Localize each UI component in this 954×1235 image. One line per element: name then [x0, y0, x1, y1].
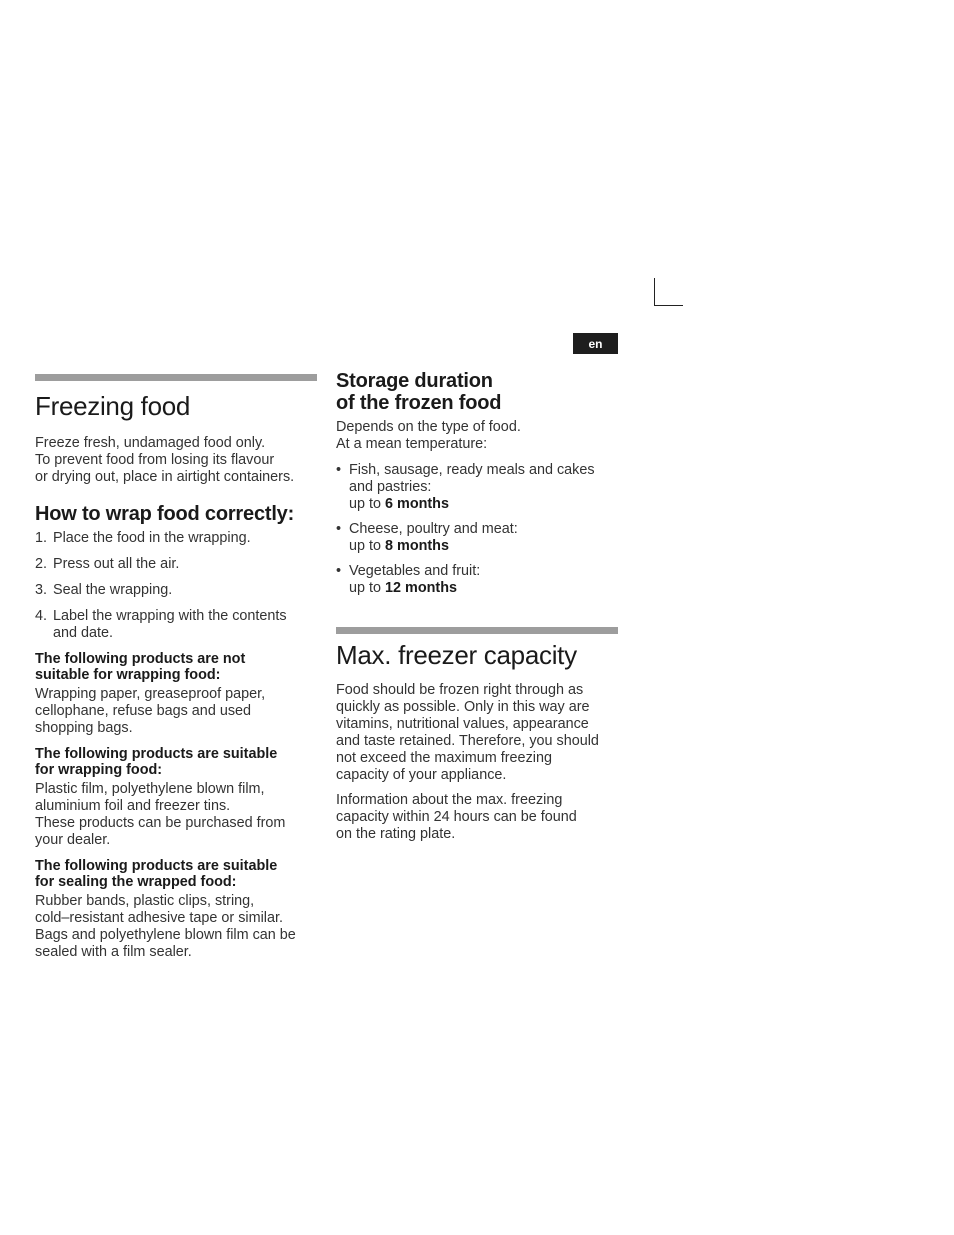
suitable-sealing-heading: The following products are suitable for sealing the wrapped food: — [35, 858, 278, 890]
intro-paragraph: Freeze fresh, undamaged food only. To prevent food from losing its flavour or drying out, place in airtight containers. — [35, 435, 295, 485]
duration-value: 12 months — [385, 580, 457, 596]
crop-mark-horizontal — [654, 305, 683, 306]
duration-value: 6 months — [385, 496, 449, 512]
list-item: 2. Press out all the air. — [35, 556, 180, 572]
list-item: 4. Label the wrapping with the contents and date. — [35, 608, 287, 641]
list-item: • Cheese, poultry and meat: up to 8 months — [336, 521, 518, 554]
not-suitable-heading: The following products are not suitable for wrapping food: — [35, 651, 246, 683]
list-item: • Vegetables and fruit: up to 12 months — [336, 563, 481, 596]
not-suitable-body: Wrapping paper, greaseproof paper, cellophane, refuse bags and used shopping bags. — [35, 686, 266, 736]
list-item: • Fish, sausage, ready meals and cakes and pastries: up to 6 months — [336, 462, 595, 512]
wrap-heading: How to wrap food correctly: — [35, 503, 295, 525]
crop-mark-vertical — [654, 278, 655, 306]
storage-capacity-column — [336, 370, 618, 843]
suitable-sealing-body: Rubber bands, plastic clips, string, cold–resistant adhesive tape or similar. Bags and polyethylene blown film can be sealed with a film sealer. — [35, 893, 296, 960]
suitable-wrapping-heading: The following products are suitable for wrapping food: — [35, 746, 278, 778]
list-item: 1. Place the food in the wrapping. — [35, 530, 251, 546]
rating-plate-paragraph: Information about the max. freezing capacity within 24 hours can be found on the rating plate. — [336, 792, 577, 842]
capacity-paragraph: Food should be frozen right through as quickly as possible. Only in this way are vitamins, nutritional values, appearance and taste retained. Therefore, you should not exceed the maximum freezing capacity of your appliance. — [336, 682, 599, 783]
storage-durations-list — [336, 462, 618, 597]
max-freezer-capacity-title: Max. freezer capacity — [336, 640, 577, 670]
section-rule — [336, 627, 618, 634]
wrap-steps-list — [35, 530, 317, 642]
section-rule — [35, 374, 317, 381]
language-badge: en — [573, 333, 618, 354]
list-item: 3. Seal the wrapping. — [35, 582, 173, 598]
storage-intro: Depends on the type of food. At a mean temperature: — [336, 419, 521, 452]
freezing-food-title: Freezing food — [35, 391, 191, 421]
storage-duration-title: Storage duration of the frozen food — [336, 370, 502, 414]
suitable-wrapping-body: Plastic film, polyethylene blown film, aluminium foil and freezer tins. These products can be purchased from your dealer. — [35, 781, 286, 848]
duration-value: 8 months — [385, 538, 449, 554]
freezing-food-column — [35, 374, 317, 961]
